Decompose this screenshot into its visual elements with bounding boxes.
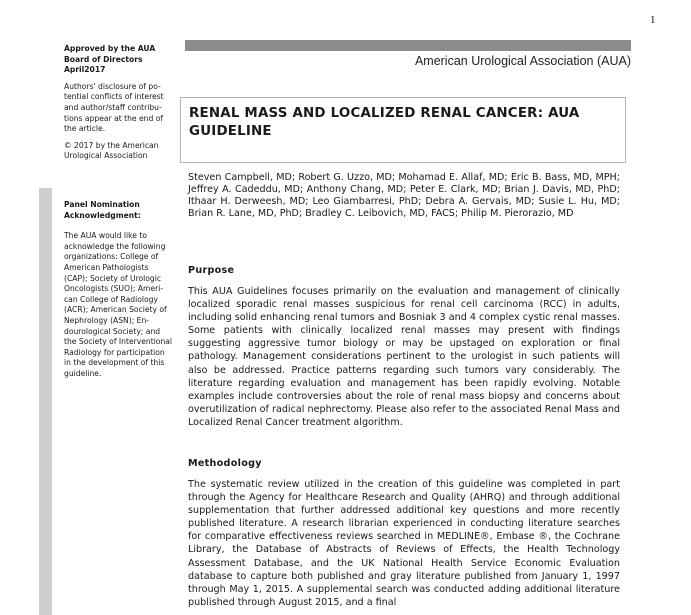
copyright-note: © 2017 by the American Urological Association	[64, 140, 159, 161]
panel-acknowledgment	[64, 200, 174, 380]
disclosure-note: Authors' disclosure of po- tential conflicts of interest and author/staff contribu- tions appear at the end of the article.	[64, 81, 164, 134]
author-list: Steven Campbell, MD; Robert G. Uzzo, MD; Mohamad E. Allaf, MD; Eric B. Bass, MD, MPH; Jeffrey A. Cadeddu, MD; Anthony Chang, MD; Peter E. Clark, MD; Brian J. Davis, MD, PhD; Ithaar H. Derweesh, MD; Leo Giambarresi, PhD; Debra A. Gervais, MD; Susie L. Hu, MD; Brian R. Lane, MD, PhD; Bradley C. Leibovich, MD, FACS; Philip M. Pierorazio, MD	[188, 172, 620, 220]
page-number: 1	[650, 14, 656, 26]
organization-name: American Urological Association (AUA)	[414, 54, 631, 68]
title-box	[180, 97, 626, 163]
methodology-text: The systematic review utilized in the creation of this guideline was completed in part through the Agency for Healthcare Research and Quality (AHRQ) and through additional supplementation that further addressed additional key questions and more recently published literature. A research librarian experienced in conducting literature searches for comparative effectiveness reviews searched in MEDLINE®, Embase ®, the Cochrane Library, the Database of Abstracts of Reviews of Effects, the Health Technology Assessment Database, and the UK National Health Service Economic Evaluation database to capture both published and gray literature published from January 1, 1997 through May 1, 2015. A supplemental search was conducted adding additional literature published through August 2015, and a final	[188, 479, 620, 608]
purpose-text: This AUA Guidelines focuses primarily on the evaluation and management of clinically localized sporadic renal masses suspicious for renal cell carcinoma (RCC) in adults, including solid enhancing renal tumors and Bosniak 3 and 4 complex cystic renal masses. Some patients with clinically localized renal masses may present with findings suggesting aggressive tumor biology or may be upstaged on exploration or final pathology. Management considerations pertinent to the urologist in such patients will also be addressed. Practice patterns regarding such tumors vary considerably. The literature regarding evaluation and management has been rapidly evolving. Notable examples include controversies about the role of renal mass biopsy and concerns about overutilization of radical nephrectomy. Please also refer to the associated Renal Mass and Localized Renal Cancer treatment algorithm.	[188, 286, 620, 428]
header-rule	[185, 40, 631, 51]
purpose-heading: Purpose	[188, 265, 235, 276]
sidebar-gray-bar	[39, 188, 52, 615]
sidebar-approval-block	[64, 44, 172, 162]
approval-note: Approved by the AUA Board of Directors April2017	[64, 44, 156, 75]
panel-acknowledgment-title: Panel Nomination Acknowledgment:	[64, 200, 141, 220]
panel-acknowledgment-text: The AUA would like to acknowledge the following organizations: College of American Pathologists (CAP); Society of Urologic Oncologists (SUO); Ameri- can College of Radiology (ACR); American Society of Nephrology (ASN); En- dourological Society; and the Society of Interventional Radiology for participation in the development of this guideline.	[64, 231, 173, 378]
methodology-heading: Methodology	[188, 458, 262, 469]
document-title: RENAL MASS AND LOCALIZED RENAL CANCER: AUA GUIDELINE	[189, 106, 580, 139]
